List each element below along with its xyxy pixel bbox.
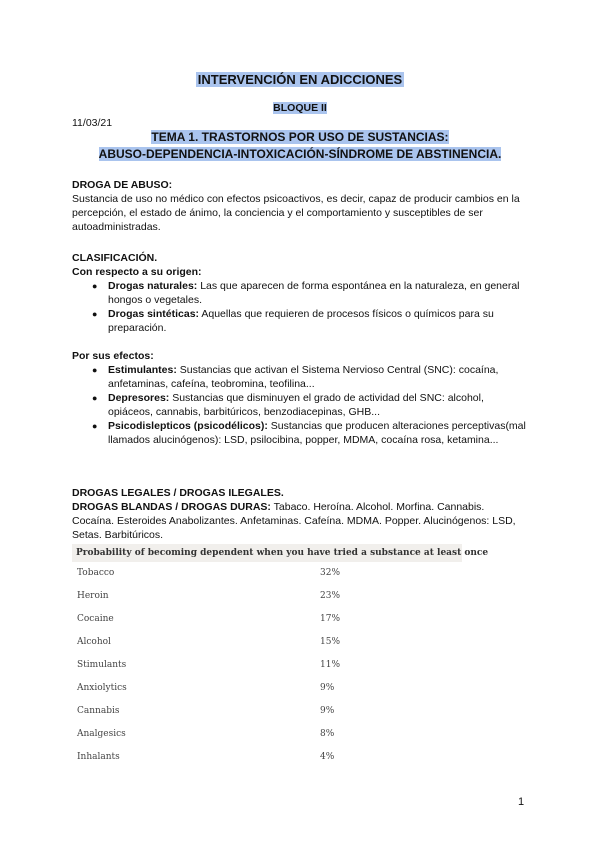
- clasificacion-section: [72, 251, 528, 447]
- percent-cell: 17%: [320, 614, 341, 624]
- substance-cell: Stimulants: [77, 660, 127, 670]
- efectos-list: [72, 363, 528, 447]
- origen-list: [72, 279, 528, 335]
- table-row: [72, 677, 462, 700]
- drogas-legales-section: [72, 486, 528, 542]
- droga-abuso-definition: Sustancia de uso no médico con efectos psicoactivos, es decir, capaz de producir cambios en la percepción, el estado de ánimo, la conciencia y el comportamiento y susceptibles de ser autoadministradas.: [72, 193, 520, 233]
- list-item: ● Psicodislepticos (psicodélicos): Sustancias que producen alteraciones perceptivas(mal llamados alucinógenos): LSD, psilocibina, popper, MDMA, cocaína rosa, ketamina...: [92, 420, 526, 446]
- list-item: ● Drogas sintéticas: Aquellas que requieren de procesos físicos o químicos para su preparación.: [92, 308, 494, 334]
- list-item: ● Estimulantes: Sustancias que activan el Sistema Nervioso Central (SNC): cocaína, anfetaminas, cafeína, teobromina, teofilina...: [92, 364, 499, 390]
- bullet-icon: ●: [92, 365, 98, 375]
- table-row: [72, 585, 462, 608]
- efectos-heading: Por sus efectos:: [72, 350, 154, 362]
- document-date: 11/03/21: [72, 117, 113, 129]
- substance-cell: Anxiolytics: [77, 683, 127, 693]
- percent-cell: 11%: [320, 660, 341, 670]
- document-title: INTERVENCIÓN EN ADICCIONES: [197, 72, 403, 87]
- substance-cell: Cocaine: [77, 614, 114, 624]
- table-row: [72, 562, 462, 585]
- percent-cell: 8%: [320, 729, 335, 739]
- bullet-icon: ●: [92, 421, 98, 431]
- drogas-blandas-paragraph: DROGAS BLANDAS / DROGAS DURAS: Tabaco. Heroína. Alcohol. Morfina. Cannabis. Cocaína. Esteroides Anabolizantes. Anfetaminas. Cafeína. MDMA. Popper. Alucinógenos: LSD, Setas. Barbitúricos.: [72, 501, 516, 541]
- percent-cell: 32%: [320, 568, 341, 578]
- tema-title-line2: ABUSO-DEPENDENCIA-INTOXICACIÓN-SÍNDROME DE ABSTINENCIA.: [98, 147, 502, 161]
- substance-cell: Heroin: [77, 591, 109, 601]
- tema-title-line1: TEMA 1. TRASTORNOS POR USO DE SUSTANCIAS:: [151, 130, 449, 144]
- droga-abuso-section: [72, 178, 528, 234]
- origen-heading: Con respecto a su origen:: [72, 266, 202, 278]
- table-row: [72, 723, 462, 746]
- percent-cell: 23%: [320, 591, 341, 601]
- drogas-legales-heading: DROGAS LEGALES / DROGAS ILEGALES.: [72, 487, 284, 499]
- substance-cell: Inhalants: [77, 752, 120, 762]
- substance-cell: Analgesics: [77, 729, 126, 739]
- substance-cell: Alcohol: [77, 637, 111, 647]
- list-item: ● Drogas naturales: Las que aparecen de forma espontánea en la naturaleza, en general hongos o vegetales.: [92, 280, 520, 306]
- bloque-label: BLOQUE II: [273, 102, 327, 114]
- substance-cell: Tobacco: [77, 568, 115, 578]
- percent-cell: 9%: [320, 706, 335, 716]
- substance-cell: Cannabis: [77, 706, 120, 716]
- percent-cell: 9%: [320, 683, 335, 693]
- table-row: [72, 631, 462, 654]
- table-row: [72, 608, 462, 631]
- bullet-icon: ●: [92, 393, 98, 403]
- list-item: ● Depresores: Sustancias que disminuyen el grado de actividad del SNC: alcohol, opiáceos, cannabis, barbitúricos, benzodiacepinas, GHB...: [92, 392, 484, 418]
- percent-cell: 4%: [320, 752, 335, 762]
- clasificacion-heading: CLASIFICACIÓN.: [72, 252, 158, 264]
- dependence-table: [72, 544, 489, 769]
- bullet-icon: ●: [92, 309, 98, 319]
- table-header: Probability of becoming dependent when you have tried a substance at least once: [72, 544, 462, 562]
- table-row: [72, 700, 462, 723]
- droga-abuso-heading: DROGA DE ABUSO:: [72, 179, 173, 191]
- table-row: [72, 746, 462, 769]
- page-number: 1: [518, 796, 525, 808]
- table-row: [72, 654, 462, 677]
- bullet-icon: ●: [92, 281, 98, 291]
- percent-cell: 15%: [320, 637, 341, 647]
